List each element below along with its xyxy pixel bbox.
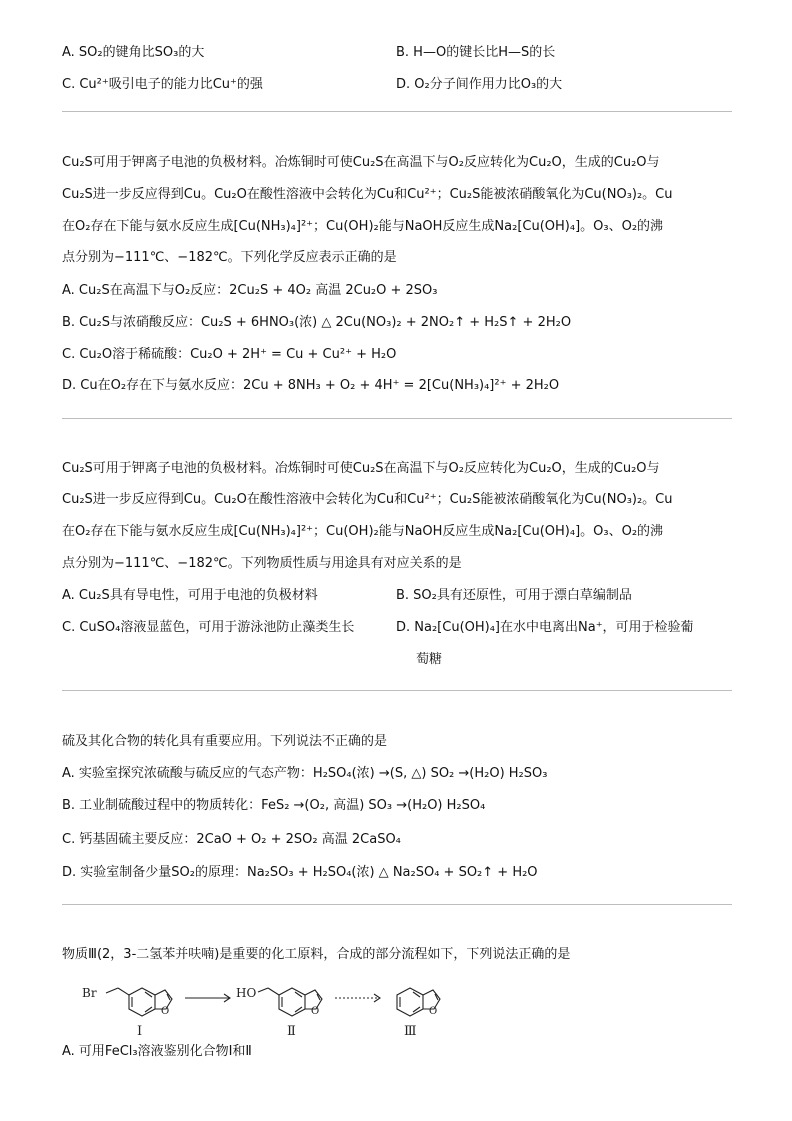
compound-label-I: Ⅰ (137, 1024, 143, 1039)
oxygen-label: O (311, 1006, 320, 1017)
q3-option-d-continued: 萄糖 (416, 652, 443, 667)
q1-option-c: C. Cu²⁺吸引电子的能力比Cu⁺的强 (62, 77, 263, 92)
stem-line: 点分别为−111℃、−182℃。下列化学反应表示正确的是 (62, 250, 397, 265)
compound-label-III: Ⅲ (404, 1024, 417, 1039)
q4-stem: 硫及其化合物的转化具有重要应用。下列说法不正确的是 (62, 734, 388, 749)
q1-option-d: D. O₂分子间作用力比O₃的大 (396, 77, 563, 92)
divider (62, 111, 732, 112)
q1-option-a: A. SO₂的键角比SO₃的大 (62, 45, 205, 60)
oxygen-label: O (161, 1006, 170, 1017)
divider (62, 690, 732, 691)
q2-option-d: D. Cu在O₂存在下与氨水反应：2Cu + 8NH₃ + O₂ + 4H⁺ = 2[Cu(NH₃)₄]²⁺ + 2H₂O (62, 378, 560, 393)
dashed-arrow-icon (335, 994, 380, 1002)
stem-line: Cu₂S进一步反应得到Cu。Cu₂O在酸性溶液中会转化为Cu和Cu²⁺；Cu₂S能被浓硝酸氧化为Cu(NO₃)₂。Cu (62, 187, 673, 202)
q1-option-b: B. H—O的键长比H—S的长 (396, 45, 556, 60)
divider (62, 904, 732, 905)
arrow-icon (185, 994, 230, 1002)
stem-line: Cu₂S进一步反应得到Cu。Cu₂O在酸性溶液中会转化为Cu和Cu²⁺；Cu₂S能被浓硝酸氧化为Cu(NO₃)₂。Cu (62, 492, 673, 507)
compound-label-II: Ⅱ (287, 1024, 296, 1039)
oxygen-label: O (429, 1006, 438, 1017)
q4-option-c: C. 钙基固硫主要反应：2CaO + O₂ + 2SO₂ 高温 2CaSO₄ (62, 832, 401, 847)
q3-option-a: A. Cu₂S具有导电性，可用于电池的负极材料 (62, 588, 318, 603)
q4-option-b: B. 工业制硫酸过程中的物质转化：FeS₂ →(O₂, 高温) SO₃ →(H₂O) H₂SO₄ (62, 798, 486, 813)
q4-option-a: A. 实验室探究浓硫酸与硫反应的气态产物：H₂SO₄(浓) →(S, △) SO₂ →(H₂O) H₂SO₃ (62, 766, 548, 781)
hydroxyl-label: HO (236, 986, 257, 1000)
q2-option-b: B. Cu₂S与浓硝酸反应：Cu₂S + 6HNO₃(浓) △ 2Cu(NO₃)₂ + 2NO₂↑ + H₂S↑ + 2H₂O (62, 315, 572, 330)
q2-option-c: C. Cu₂O溶于稀硫酸：Cu₂O + 2H⁺ = Cu + Cu²⁺ + H₂O (62, 347, 397, 362)
stem-line: 点分别为−111℃、−182℃。下列物质性质与用途具有对应关系的是 (62, 556, 462, 571)
q5-stem: 物质Ⅲ(2，3-二氢苯并呋喃)是重要的化工原料，合成的部分流程如下，下列说法正确的是 (62, 947, 571, 962)
synthesis-scheme (60, 978, 460, 1040)
q5-option-a: A. 可用FeCl₃溶液鉴别化合物Ⅰ和Ⅱ (62, 1044, 252, 1059)
bromine-label: Br (82, 986, 97, 1000)
stem-line: 在O₂存在下能与氨水反应生成[Cu(NH₃)₄]²⁺；Cu(OH)₂能与NaOH反应生成Na₂[Cu(OH)₄]。O₃、O₂的沸 (62, 219, 664, 234)
q4-option-d: D. 实验室制备少量SO₂的原理：Na₂SO₃ + H₂SO₄(浓) △ Na₂SO₄ + SO₂↑ + H₂O (62, 865, 538, 880)
q3-option-b: B. SO₂具有还原性，可用于漂白草编制品 (396, 588, 632, 603)
stem-line: Cu₂S可用于钾离子电池的负极材料。冶炼铜时可使Cu₂S在高温下与O₂反应转化为Cu₂O，生成的Cu₂O与 (62, 155, 660, 170)
q3-option-d: D. Na₂[Cu(OH)₄]在水中电离出Na⁺，可用于检验葡 (396, 620, 694, 635)
q2-option-a: A. Cu₂S在高温下与O₂反应：2Cu₂S + 4O₂ 高温 2Cu₂O + 2SO₃ (62, 283, 438, 298)
stem-line: 在O₂存在下能与氨水反应生成[Cu(NH₃)₄]²⁺；Cu(OH)₂能与NaOH反应生成Na₂[Cu(OH)₄]。O₃、O₂的沸 (62, 524, 664, 539)
q3-option-c: C. CuSO₄溶液显蓝色，可用于游泳池防止藻类生长 (62, 620, 355, 635)
divider (62, 418, 732, 419)
stem-line: Cu₂S可用于钾离子电池的负极材料。冶炼铜时可使Cu₂S在高温下与O₂反应转化为Cu₂O，生成的Cu₂O与 (62, 461, 660, 476)
